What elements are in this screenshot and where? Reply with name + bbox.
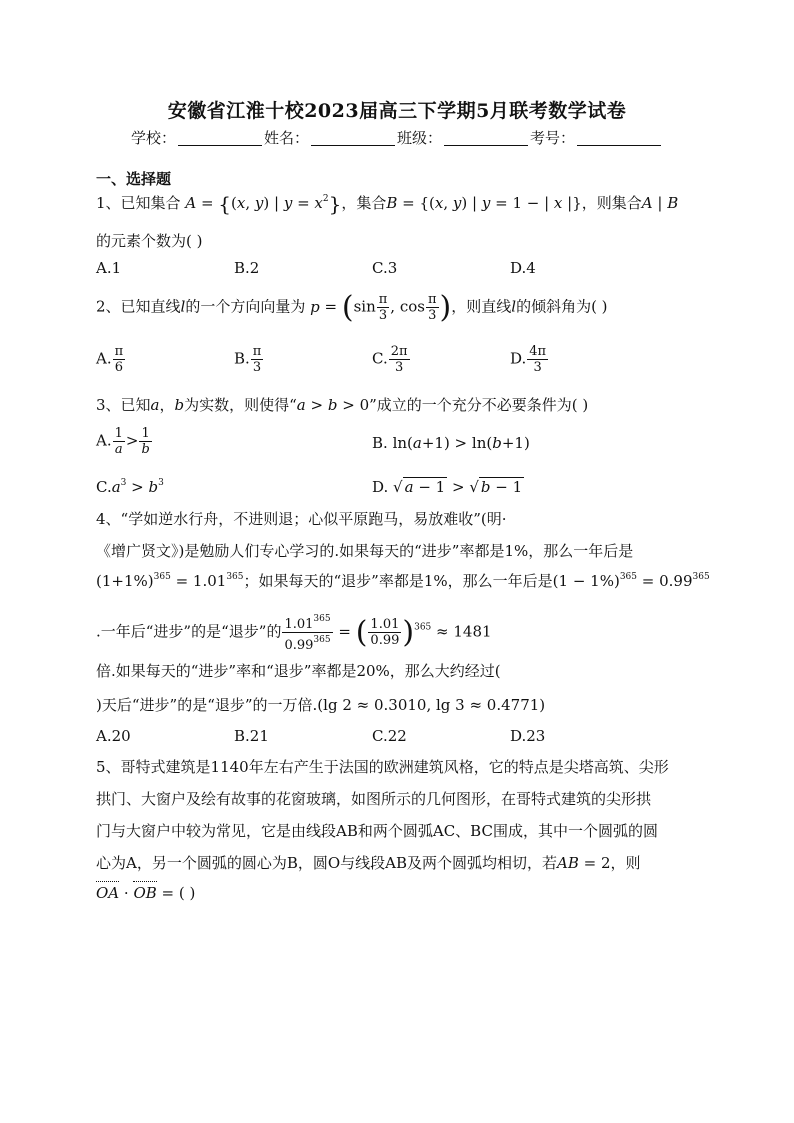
question-4-line-1: 4、“学如逆水行舟，不进则退；心似平原跑马，易放难收”(明· bbox=[96, 510, 507, 528]
q3-option-c[interactable]: $C.a^3 > b^3$ bbox=[96, 478, 164, 496]
question-1-stem: 1、已知集合 A = {(x, y) | $y = x^2$}，集合B = {(x, y) | y = 1 − | x |}，则集合A | B bbox=[96, 192, 679, 216]
exam-number-label: 考号： bbox=[530, 129, 576, 147]
question-3-stem: 3、已知a，b为实数，则使得“a > b > 0”成立的一个充分不必要条件为( ) bbox=[96, 396, 589, 414]
q5-text-5b: ( ) bbox=[178, 884, 196, 902]
section-title: 一、选择题 bbox=[96, 170, 172, 188]
q2-text-4: 的倾斜角为( ) bbox=[516, 297, 608, 316]
class-label: 班级： bbox=[397, 129, 443, 147]
q4-option-d[interactable]: D.23 bbox=[510, 727, 546, 745]
q4-option-a[interactable]: A.20 bbox=[96, 727, 131, 745]
q1-set-a: A bbox=[185, 194, 197, 212]
question-5-line-4: 心为A，另一个圆弧的圆心为B，圆O与线段AB及两个圆弧均相切，若AB = 2，则 bbox=[96, 854, 641, 872]
question-4-line-4: .一年后“进步”的是“退步”的 $\frac{1.01^{365}}{0.99^{365}}$ = ( $\frac{1.01}{0.99}$ )$^{365}$ ≈ 1481 bbox=[96, 614, 492, 653]
question-1-stem-cont: 的元素个数为( ) bbox=[96, 232, 203, 250]
q4-option-b[interactable]: B.21 bbox=[234, 727, 269, 745]
q4-option-c[interactable]: C.22 bbox=[372, 727, 407, 745]
q3-option-d[interactable]: D. √ a − 1 > √ b − 1 bbox=[372, 478, 523, 496]
q1-text-2: ，集合 bbox=[341, 194, 387, 212]
q1-option-c[interactable]: C.3 bbox=[372, 259, 398, 277]
q2-option-c[interactable]: C. $\frac{2\pi}{3}$ bbox=[372, 344, 408, 375]
question-4-line-3: $(1+1\%)^{365} = 1.01^{365}$；如果每天的“退步”率都是1%，那么一年后是$(1 - 1\%)^{365} = 0.99^{365}$ bbox=[96, 572, 710, 590]
q1-set-b: B bbox=[386, 194, 398, 212]
q4-text-3a: ；如果每天的“退步”率都是1%，那么一年后是 bbox=[243, 572, 553, 590]
q1-text-1: 1、已知集合 bbox=[96, 194, 181, 212]
q1-option-b[interactable]: B.2 bbox=[234, 259, 260, 277]
q1-option-a[interactable]: A.1 bbox=[96, 259, 122, 277]
vector-ob: OB bbox=[133, 884, 157, 902]
q5-text-4: 心为A，另一个圆弧的圆心为B，圆O与线段AB及两个圆弧均相切，若 bbox=[96, 854, 558, 872]
student-info-row bbox=[0, 127, 794, 148]
q1-option-d[interactable]: D.4 bbox=[510, 259, 536, 277]
question-2-stem: 2、已知直线l的一个方向向量为 p = (sin $\frac{\pi}{3}$ , cos $\frac{\pi}{3}$ )，则直线l的倾斜角为( ) bbox=[96, 290, 608, 325]
q3-option-b[interactable]: B. ln(a+1) > ln(b+1) bbox=[372, 434, 530, 452]
question-5-line-5: OA · OB = ( ) bbox=[96, 884, 196, 902]
name-label: 姓名： bbox=[263, 129, 309, 147]
question-4-line-5: 倍.如果每天的“进步”率和“退步”率都是20%，那么大约经过( bbox=[96, 662, 501, 680]
q2-option-b[interactable]: B. $\frac{\pi}{3}$ bbox=[234, 344, 262, 375]
question-4-line-6: )天后“进步”的是“退步”的一万倍.(lg 2 ≈ 0.3010, lg 3 ≈ 0.4771) bbox=[96, 696, 546, 714]
question-4-line-2: 《增广贤文》)是勉励人们专心学习的.如果每天的“进步”率都是1%，那么一年后是 bbox=[96, 542, 634, 560]
name-blank bbox=[311, 131, 395, 146]
q2-vector-p: p bbox=[310, 297, 320, 316]
q2-text-3: ，则直线 bbox=[451, 297, 512, 316]
q2-text-2: 的一个方向向量为 bbox=[185, 297, 306, 316]
page-title: 安徽省江淮十校2023届高三下学期5月联考数学试卷 bbox=[167, 100, 627, 122]
q2-text-1: 2、已知直线 bbox=[96, 297, 181, 316]
school-blank bbox=[178, 131, 262, 146]
q5-text-4b: ，则 bbox=[610, 854, 641, 872]
school-label: 学校： bbox=[130, 129, 176, 147]
q2-option-a[interactable]: A. $\frac{\pi}{6}$ bbox=[96, 344, 124, 375]
q4-text-4a: .一年后“进步”的是“退步”的 bbox=[96, 622, 282, 641]
question-5-line-3: 门与大窗户中较为常见，它是由线段AB和两个圆弧AC、BC围成，其中一个圆弧的圆 bbox=[96, 822, 658, 840]
q3-text-3: ”成立的一个充分不必要条件为( ) bbox=[369, 396, 589, 414]
q2-option-d[interactable]: D. $\frac{4\pi}{3}$ bbox=[510, 344, 547, 375]
q4-text-6a: )天后“进步”的是“退步”的一万倍. bbox=[96, 696, 318, 714]
class-blank bbox=[444, 131, 528, 146]
question-5-line-2: 拱门、大窗户及绘有故事的花窗玻璃，如图所示的几何图形，在哥特式建筑的尖形拱 bbox=[96, 790, 652, 808]
question-5-line-1: 5、哥特式建筑是1140年左右产生于法国的欧洲建筑风格，它的特点是尖塔高筑、尖形 bbox=[96, 758, 669, 776]
vector-oa: OA bbox=[96, 884, 120, 902]
q3-text-1: 3、已知 bbox=[96, 396, 151, 414]
exam-number-blank bbox=[577, 131, 661, 146]
q1-text-3: ，则集合 bbox=[581, 194, 642, 212]
q3-text-2: 为实数，则使得“ bbox=[184, 396, 297, 414]
q1-intersection: A bbox=[641, 194, 653, 212]
q3-option-a[interactable]: A. $\frac{1}{a}$ > $\frac{1}{b}$ bbox=[96, 426, 150, 457]
